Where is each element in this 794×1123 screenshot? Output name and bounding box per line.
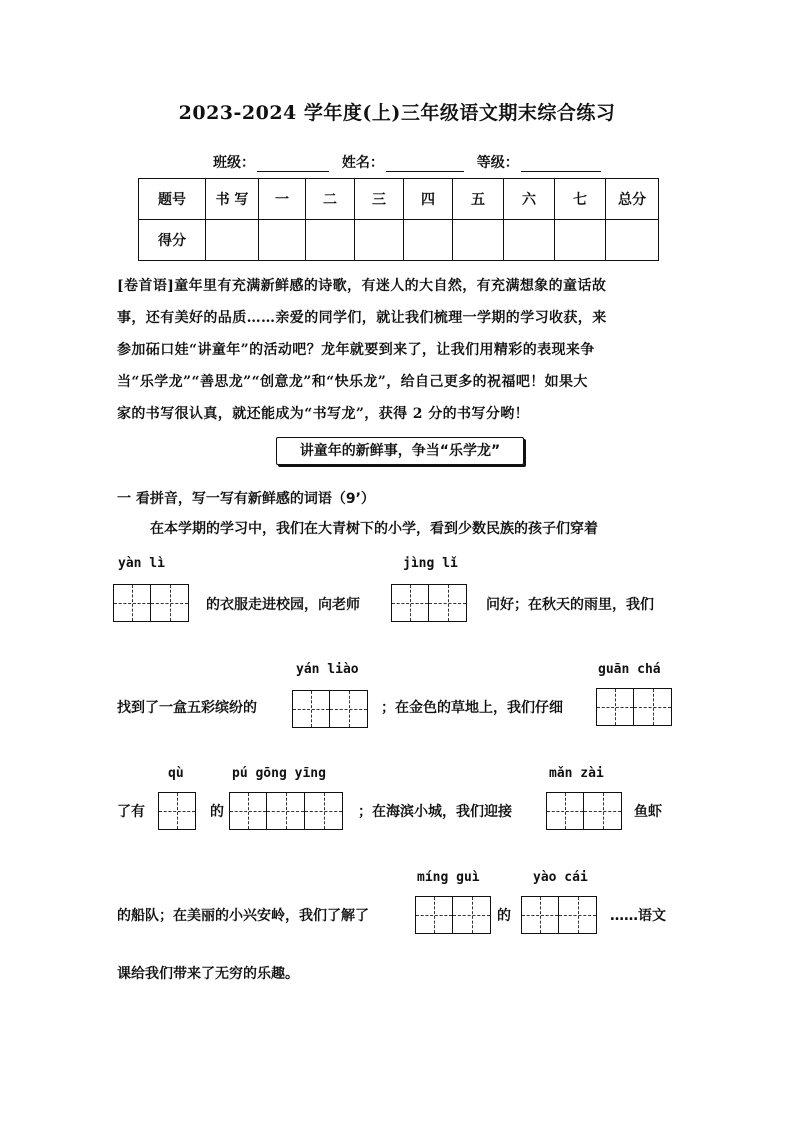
writing-cell[interactable] <box>391 584 429 622</box>
writing-cell[interactable] <box>113 584 151 622</box>
header-cell: 七 <box>555 179 606 220</box>
question-1-heading: 一 看拼音，写一写有新鲜感的词语（9’） <box>117 491 375 507</box>
header-cell: 书 写 <box>206 179 259 220</box>
writing-cell[interactable] <box>453 896 491 934</box>
sentence-text: 的 <box>497 908 511 924</box>
grade-field[interactable] <box>521 157 601 172</box>
header-cell: 题号 <box>139 179 206 220</box>
sentence-text: 了有 <box>117 804 145 820</box>
score-row <box>139 220 659 261</box>
sentence-text: 问好；在秋天的雨里，我们 <box>486 597 654 613</box>
intro-paragraph <box>117 270 689 430</box>
writing-cell[interactable] <box>596 688 634 726</box>
intro-line: 当“乐学龙”“善思龙”“创意龙”和“快乐龙”，给自己更多的祝福吧！如果大 <box>117 374 588 390</box>
writing-cell[interactable] <box>584 792 622 830</box>
writing-cell[interactable] <box>305 792 343 830</box>
writing-cell[interactable] <box>292 690 330 728</box>
sentence-text: 的船队；在美丽的小兴安岭，我们了解了 <box>117 908 369 924</box>
writing-cell[interactable] <box>415 896 453 934</box>
sentence-text: ；在金色的草地上，我们仔细 <box>381 700 563 716</box>
grade-label: 等级： <box>476 155 519 171</box>
score-cell[interactable] <box>259 220 306 261</box>
writing-cell[interactable] <box>634 688 672 726</box>
writing-cell[interactable] <box>429 584 467 622</box>
writing-boxes[interactable] <box>546 792 622 830</box>
sentence-text: ……语文 <box>610 908 666 924</box>
header-cell: 四 <box>404 179 453 220</box>
writing-boxes[interactable] <box>292 690 368 728</box>
class-field[interactable] <box>257 157 329 172</box>
score-cell[interactable] <box>555 220 606 261</box>
header-cell: 六 <box>504 179 555 220</box>
score-row-label: 得分 <box>139 220 206 261</box>
writing-boxes[interactable] <box>391 584 467 622</box>
writing-boxes[interactable] <box>596 688 672 726</box>
writing-boxes[interactable] <box>229 792 343 830</box>
pinyin-yaocai: yào cái <box>533 870 588 885</box>
page-title: 2023-2024 学年度(上)三年级语文期末综合练习 <box>178 102 616 124</box>
header-cell: 五 <box>453 179 504 220</box>
pinyin-guancha: guān chá <box>598 662 661 677</box>
sentence-text: ；在海滨小城，我们迎接 <box>358 804 512 820</box>
pinyin-yanli: yàn lì <box>118 556 165 571</box>
writing-cell[interactable] <box>546 792 584 830</box>
sentence-text: 鱼虾 <box>634 804 662 820</box>
score-cell[interactable] <box>306 220 355 261</box>
header-cell: 三 <box>355 179 404 220</box>
intro-line: 家的书写很认真，就还能成为“书写龙”，获得 2 分的书写分哟！ <box>117 406 529 422</box>
pinyin-yanliao: yán liào <box>296 662 359 677</box>
question-1-opening: 在本学期的学习中，我们在大青树下的小学，看到少数民族的孩子们穿着 <box>150 521 598 537</box>
writing-cell[interactable] <box>330 690 368 728</box>
name-label: 姓名： <box>341 155 384 171</box>
class-label: 班级： <box>213 155 255 171</box>
intro-line: [卷首语]童年里有充满新鲜感的诗歌，有迷人的大自然，有充满想象的童话故 <box>117 278 607 294</box>
writing-cell[interactable] <box>158 792 196 830</box>
score-cell[interactable] <box>206 220 259 261</box>
section-banner: 讲童年的新鲜事，争当“乐学龙” <box>276 437 524 465</box>
writing-cell[interactable] <box>229 792 267 830</box>
score-cell[interactable] <box>355 220 404 261</box>
sentence-text: 的衣服走进校园，向老师 <box>206 597 360 613</box>
writing-boxes[interactable] <box>158 792 196 830</box>
name-field[interactable] <box>386 157 464 172</box>
sentence-text: 的 <box>210 804 224 820</box>
sentence-text: 课给我们带来了无穷的乐趣。 <box>117 966 299 982</box>
writing-boxes[interactable] <box>521 896 597 934</box>
header-cell: 总分 <box>606 179 659 220</box>
header-cell: 一 <box>259 179 306 220</box>
pinyin-jingli: jìng lǐ <box>403 556 458 571</box>
pinyin-qu: qù <box>168 766 184 781</box>
writing-cell[interactable] <box>559 896 597 934</box>
writing-cell[interactable] <box>151 584 189 622</box>
intro-line: 事，还有美好的品质……亲爱的同学们，就让我们梳理一学期的学习收获，来 <box>117 310 607 326</box>
score-cell[interactable] <box>453 220 504 261</box>
sentence-text: 找到了一盒五彩缤纷的 <box>117 700 257 716</box>
student-info <box>213 152 609 172</box>
score-cell[interactable] <box>404 220 453 261</box>
pinyin-pugongying: pú gōng yīng <box>232 766 326 781</box>
score-cell[interactable] <box>504 220 555 261</box>
writing-cell[interactable] <box>267 792 305 830</box>
pinyin-minggui: míng guì <box>417 870 480 885</box>
score-cell[interactable] <box>606 220 659 261</box>
score-table <box>138 178 659 261</box>
writing-boxes[interactable] <box>113 584 189 622</box>
intro-line: 参加砳口娃“讲童年”的活动吧？龙年就要到来了，让我们用精彩的表现来争 <box>117 342 595 358</box>
writing-cell[interactable] <box>521 896 559 934</box>
score-header-row <box>139 179 659 220</box>
pinyin-manzai: mǎn zài <box>549 766 604 781</box>
writing-boxes[interactable] <box>415 896 491 934</box>
header-cell: 二 <box>306 179 355 220</box>
